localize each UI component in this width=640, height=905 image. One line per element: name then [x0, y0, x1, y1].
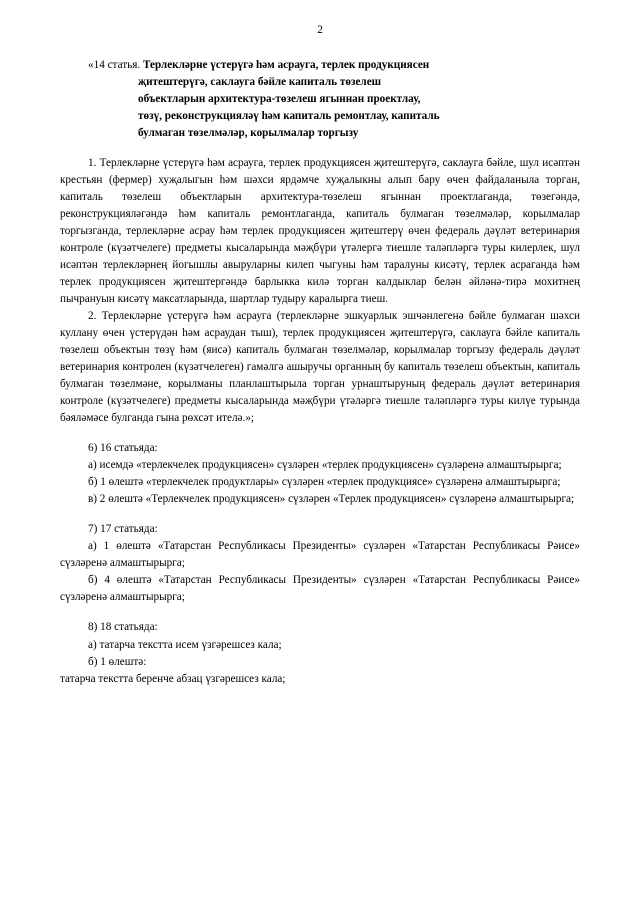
- item-6-subitem-a: а) исемдә «терлекчелек продукциясен» сүзләрен «терлек продукциясен» сүзләренә алмаштырырга;: [88, 459, 562, 472]
- item-7-lead: 7) 17 статьяда:: [88, 523, 158, 536]
- article-title-line-4: булмаган төзелмәләр, корылмалар торгызу: [138, 127, 359, 140]
- article-title-line-3: төзү, реконструкцияләү һәм капиталь ремонтлау, капиталь: [138, 110, 440, 123]
- article-heading: [60, 57, 580, 142]
- item-6-subitem-v: в) 2 өлештә «Терлекчелек продукциясен» сүзләрен «Терлек продукциясен» сүзләренә алмаштырырга;: [88, 493, 575, 506]
- spacer: [60, 508, 580, 521]
- article-label: «14 статья.: [88, 59, 141, 72]
- item-8-subitem-b-text: татарча текстта беренче абзац үзгәрешсез кала;: [60, 672, 286, 685]
- spacer: [60, 427, 580, 440]
- article-title-line-2: объектларын архитектура-төзелеш ягыннан проектлау,: [138, 93, 421, 106]
- paragraph-2: 2. Терлекләрне үстерүгә һәм асрауга (терлекләрне эшкуарлык эшчәнлегенә бәйле булмаган шәхси куллану өчен үстерүдән һәм асраудан тыш), терлек продукциясен җитештерүгә, саклауга бәйле капиталь төзелеш объектын төзү һәм (яисә) капиталь булмаган төзелмәләр, корылмалар торгызу федераль дәүләт ветеринария контролен (күзәтчелеген) гамәлгә ашыручы органның бу капиталь төзелеш объектын, капиталь булмаган төзелмәне, корылманы планлаштырыла торган урнаштыруның федераль дәүләт ветеринария контроле (күзәтчелеге) предметы кысаларында мәҗбүри үтәләргә тиешле таләпләргә туры килүе турында бәяләмәсе булганда гына рөхсәт ителә.»;: [60, 310, 580, 425]
- article-title-line-0: Терлекләрне үстерүгә һәм асрауга, терлек продукциясен: [142, 59, 430, 72]
- item-7-subitem-b: б) 4 өлештә «Татарстан Республикасы Президенты» сүзләрен «Татарстан Республикасы Рәисе» сүзләренә алмаштырырга;: [60, 574, 580, 604]
- item-8-lead: 8) 18 статьяда:: [88, 621, 158, 634]
- item-7-subitem-a: а) 1 өлештә «Татарстан Республикасы Президенты» сүзләрен «Татарстан Республикасы Рәисе» сүзләренә алмаштырырга;: [60, 540, 580, 570]
- spacer: [60, 606, 580, 619]
- article-title-line-1: җитештерүгә, саклауга бәйле капиталь төзелеш: [138, 76, 382, 89]
- page-number: 2: [317, 24, 323, 36]
- article-heading-first-line: [60, 57, 580, 74]
- paragraph-1: 1. Терлекләрне үстерүгә һәм асрауга, терлек продукциясен җитештерүгә, саклауга бәйле, шул исәптән крестьян (фермер) хуҗалыгын һәм шәхси ярдәмче хуҗалыкны алып бару өчен файдаланыла торган, капиталь төзелеш объектларын архитектура-төзелеш ягыннан проектлаганда, төзегәндә, реконструкцияләгәндә һәм капиталь ремонтлаганда, капиталь булмаган төзелмәләр, корылмалар торгызганда, терлекләрне асрау һәм терлек продукциясен җитештерү өчен федераль дәүләт ветеринария контроле (күзәтчелеге) предметы кысаларында мәҗбүри үтәлергә тиешле таләпләргә туры килерлек, шул исәптән терлекләрнең йогышлы авыруларны килеп чыгуны һәм таралуны кисәтү, терлек асраганда һәм терлек продукциясен җитештергәндә барлыкка килә торган калдыклар белән әйләнә-тирә мохитнең пычрануын кисәтү максатларында, шартлар тудыру каралырга тиеш.: [60, 157, 580, 306]
- item-6-subitem-b: б) 1 өлештә «терлекчелек продуктлары» сүзләрен «терлек продукциясе» сүзләренә алмаштырырга;: [88, 476, 561, 489]
- item-6-lead: 6) 16 статьяда:: [88, 442, 158, 455]
- item-8-subitem-a: а) татарча текстта исем үзгәрешсез кала;: [88, 638, 282, 651]
- item-8-subitem-b: б) 1 өлештә:: [88, 655, 147, 668]
